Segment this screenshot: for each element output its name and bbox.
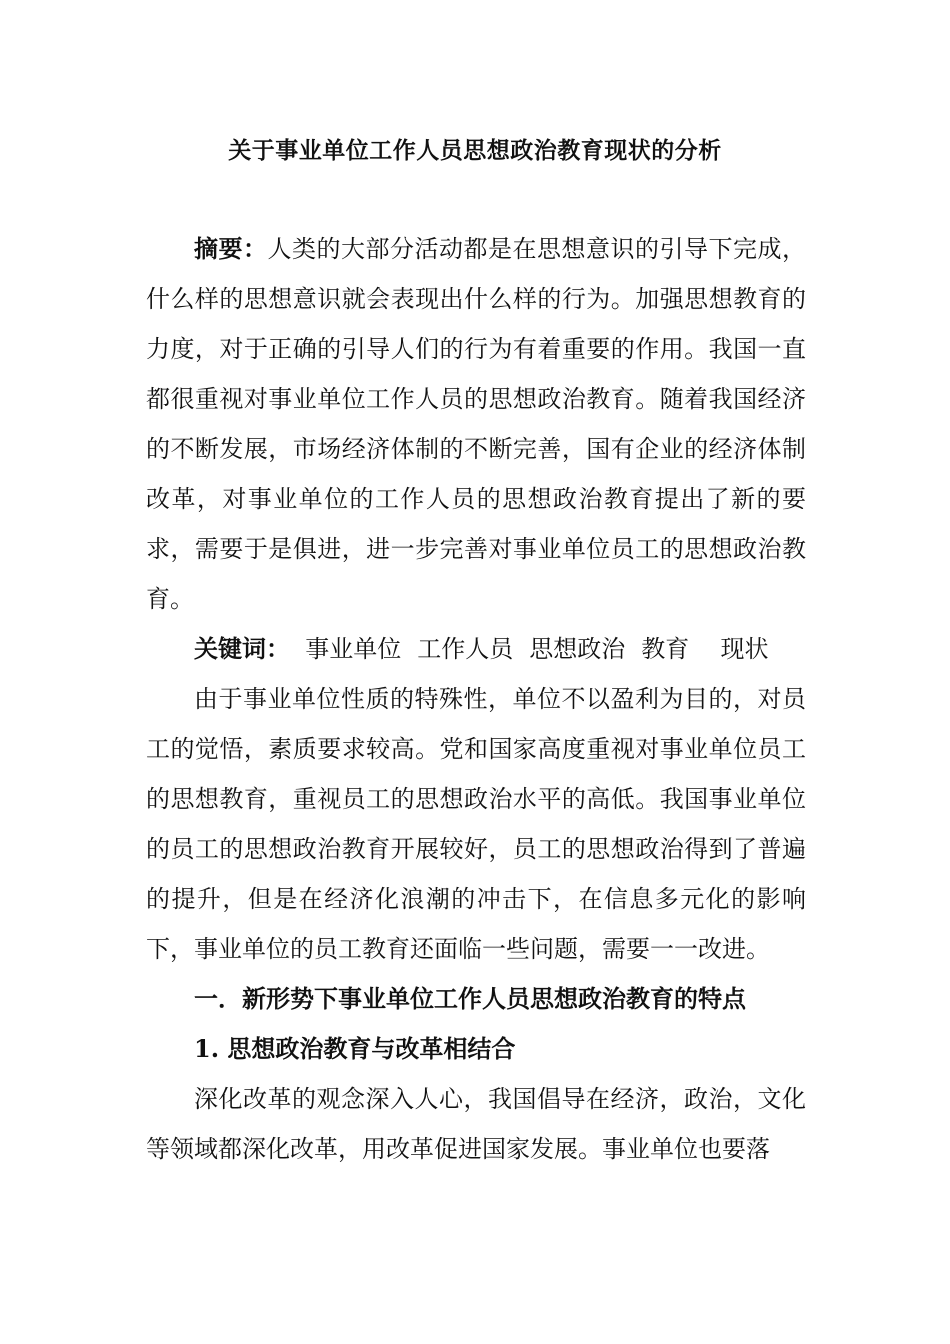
document-body — [146, 224, 806, 1174]
keyword-item: 现状 — [720, 635, 769, 663]
keywords-label: 关键词： — [194, 634, 290, 663]
keywords-paragraph — [146, 624, 806, 674]
keyword-item: 教育 — [641, 635, 690, 663]
abstract-label: 摘要： — [194, 234, 268, 263]
section-heading: 一．新形势下事业单位工作人员思想政治教育的特点 — [194, 984, 746, 1013]
keyword-item: 思想政治 — [529, 635, 626, 663]
keyword-item: 工作人员 — [417, 635, 514, 663]
intro-paragraph: 由于事业单位性质的特殊性，单位不以盈利为目的，对员工的觉悟，素质要求较高。党和国家高度重视对事业单位员工的思想教育，重视员工的思想政治水平的高低。我国事业单位的员工的思想政治教育开展较好，员工的思想政治得到了普遍的提升，但是在经济化浪潮的冲击下，在信息多元化的影响下，事业单位的员工教育还面临一些问题，需要一一改进。 — [146, 685, 806, 963]
subsection-heading: 1. 思想政治教育与改革相结合 — [194, 1034, 516, 1063]
subsection-paragraph: 深化改革的观念深入人心，我国倡导在经济，政治，文化等领域都深化改革，用改革促进国家发展。事业单位也要落 — [146, 1085, 806, 1163]
abstract-text: 人类的大部分活动都是在思想意识的引导下完成，什么样的思想意识就会表现出什么样的行为。加强思想教育的力度，对于正确的引导人们的行为有着重要的作用。我国一直都很重视对事业单位工作人员的思想政治教育。随着我国经济的不断发展，市场经济体制的不断完善，国有企业的经济体制改革，对事业单位的工作人员的思想政治教育提出了新的要求，需要于是俱进，进一步完善对事业单位员工的思想政治教育。 — [146, 235, 806, 613]
document-title: 关于事业单位工作人员思想政治教育现状的分析 — [228, 137, 722, 164]
abstract-paragraph — [146, 224, 806, 624]
keyword-item: 事业单位 — [305, 635, 402, 663]
